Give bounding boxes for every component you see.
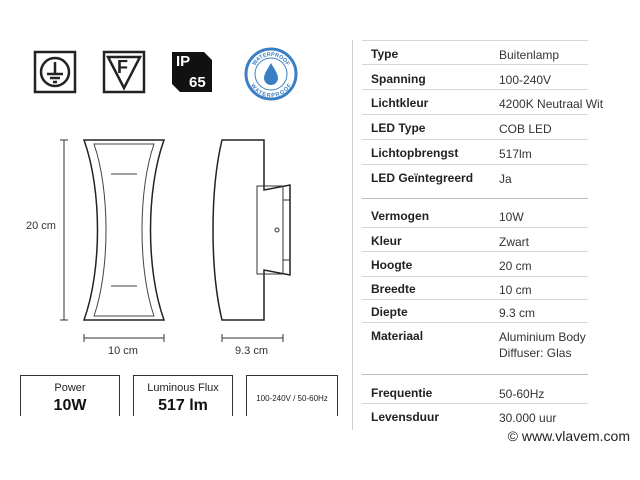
spec-divider bbox=[362, 114, 588, 115]
column-divider bbox=[352, 40, 353, 430]
luminous-flux-card-title: Luminous Flux bbox=[147, 382, 219, 394]
spec-divider bbox=[362, 227, 588, 228]
depth-label: 9.3 cm bbox=[235, 345, 269, 357]
spec-value: 100-240V bbox=[499, 73, 552, 87]
spec-label: LED Geïntegreerd bbox=[371, 171, 474, 185]
spec-group-divider bbox=[362, 374, 588, 375]
technical-drawing bbox=[0, 130, 340, 370]
spec-label: LED Type bbox=[371, 121, 426, 135]
luminous-flux-card bbox=[133, 375, 233, 416]
power-card-value: 10W bbox=[53, 397, 87, 414]
spec-divider bbox=[362, 251, 588, 252]
spec-value: 30.000 uur bbox=[499, 411, 557, 425]
spec-divider bbox=[362, 299, 588, 300]
waterproof-top-text: WATERPROOF bbox=[251, 51, 291, 67]
spec-divider bbox=[362, 89, 588, 90]
spec-value: Zwart bbox=[499, 235, 529, 249]
ip-number: 65 bbox=[189, 74, 206, 91]
spec-label: Breedte bbox=[371, 282, 416, 296]
spec-value: Buitenlamp bbox=[499, 48, 560, 62]
waterproof-bottom-text: WATERPROOF bbox=[249, 82, 293, 100]
watermark: © www.vlavem.com bbox=[507, 428, 630, 444]
spec-label: Materiaal bbox=[371, 329, 424, 343]
spec-label: Vermogen bbox=[371, 209, 430, 223]
voltage-card-title: 100-240V / 50-60Hz bbox=[256, 394, 328, 403]
spec-label: Diepte bbox=[371, 305, 408, 319]
spec-label: Levensduur bbox=[371, 410, 440, 424]
spec-divider bbox=[362, 40, 588, 41]
ip65-icon bbox=[170, 50, 214, 94]
spec-value: 50-60Hz bbox=[499, 387, 545, 401]
spec-value: Ja bbox=[499, 172, 512, 186]
spec-value: 20 cm bbox=[499, 259, 532, 273]
spec-divider bbox=[362, 164, 588, 165]
height-label: 20 cm bbox=[26, 220, 56, 232]
spec-divider bbox=[362, 322, 588, 323]
spec-value: COB LED bbox=[499, 122, 552, 136]
width-label: 10 cm bbox=[108, 345, 138, 357]
spec-label: Frequentie bbox=[371, 386, 433, 400]
spec-value: 10W bbox=[499, 210, 524, 224]
spec-divider bbox=[362, 276, 588, 277]
waterproof-icon bbox=[244, 47, 298, 101]
f-mark-icon bbox=[102, 50, 146, 94]
spec-value: 10 cm bbox=[499, 283, 532, 297]
voltage-card bbox=[246, 375, 338, 416]
luminous-flux-card-value: 517 lm bbox=[158, 397, 208, 414]
spec-divider bbox=[362, 64, 588, 65]
power-card-title: Power bbox=[54, 382, 86, 394]
spec-value-secondary: Diffuser: Glas bbox=[499, 346, 572, 360]
spec-value: 4200K Neutraal Wit bbox=[499, 97, 604, 111]
spec-label: Kleur bbox=[371, 234, 402, 248]
ip-label: IP bbox=[176, 53, 191, 70]
f-mark-letter: F bbox=[117, 57, 128, 77]
spec-group-divider bbox=[362, 198, 588, 199]
spec-label: Hoogte bbox=[371, 258, 413, 272]
spec-label: Spanning bbox=[371, 72, 426, 86]
spec-divider bbox=[362, 403, 588, 404]
spec-value: Aluminium Body bbox=[499, 330, 586, 344]
power-card bbox=[20, 375, 120, 416]
spec-label: Type bbox=[371, 47, 399, 61]
spec-value: 517lm bbox=[499, 147, 532, 161]
spec-label: Lichtkleur bbox=[371, 96, 429, 110]
spec-label: Lichtopbrengst bbox=[371, 146, 459, 160]
ground-symbol-icon bbox=[33, 50, 77, 94]
spec-divider bbox=[362, 139, 588, 140]
spec-value: 9.3 cm bbox=[499, 306, 536, 320]
